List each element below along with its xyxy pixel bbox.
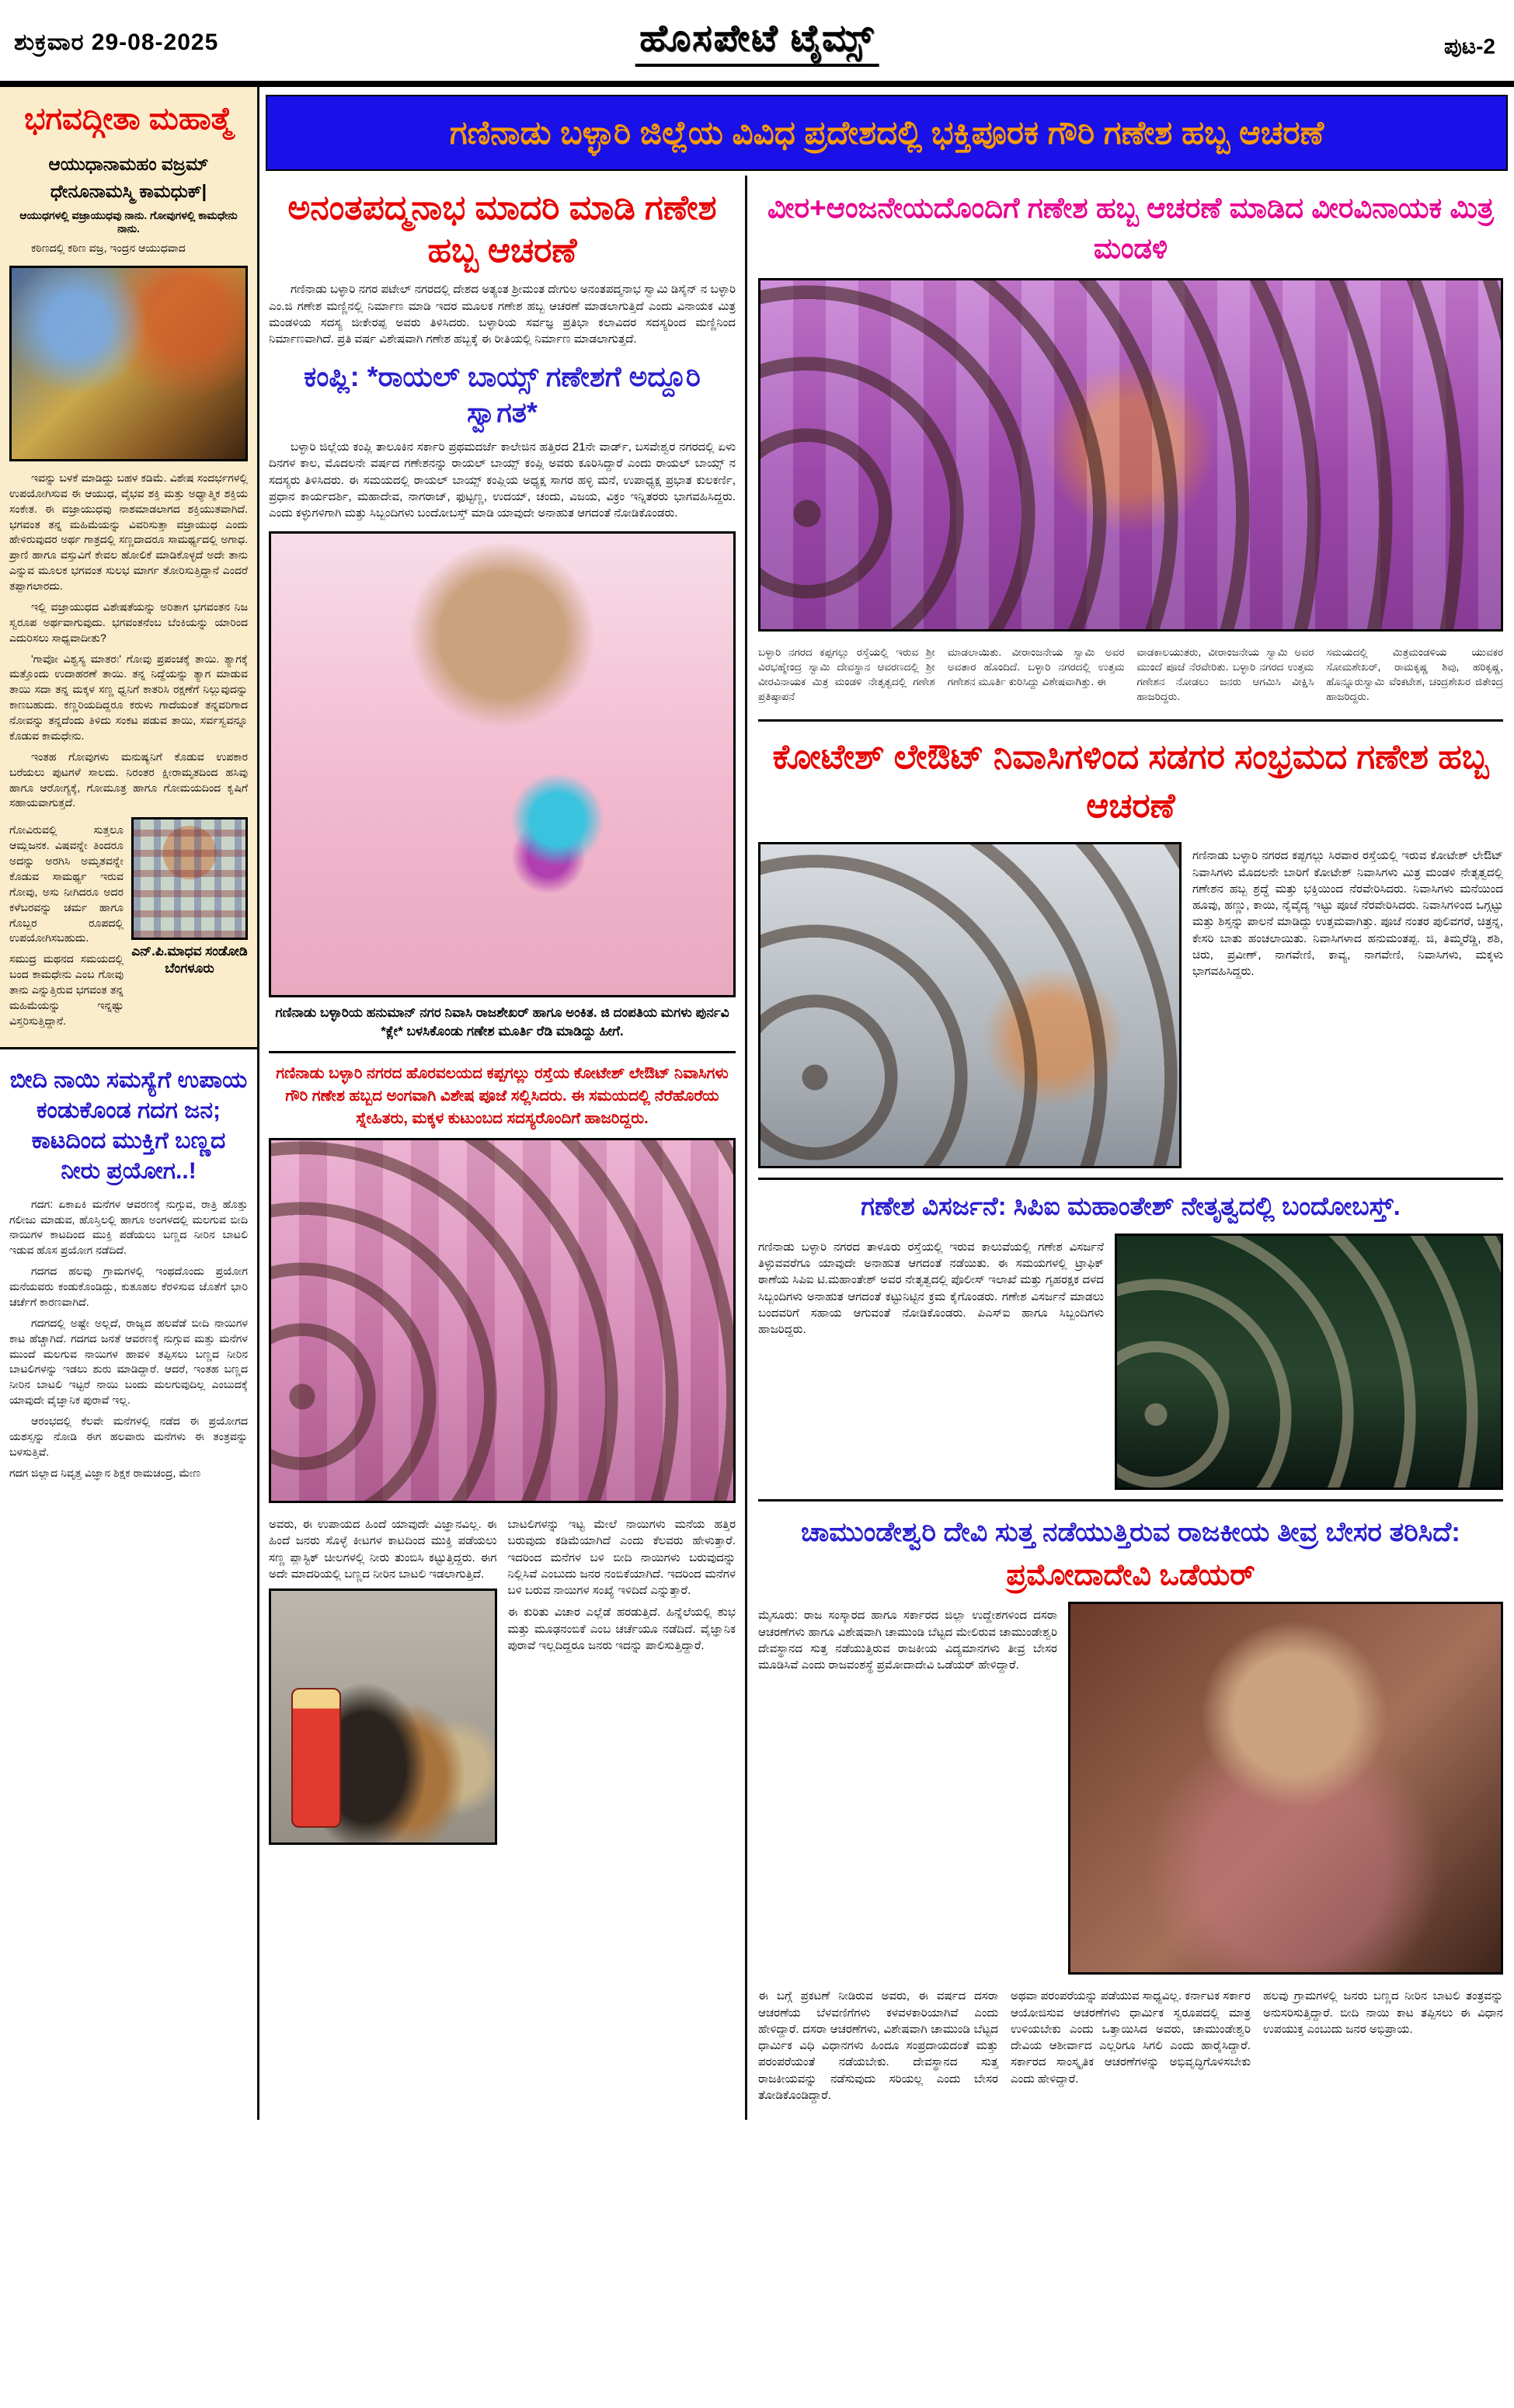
- gita-paragraph: ಇಲ್ಲಿ ವಜ್ರಾಯುಧದ ವಿಶೇಷತೆಯನ್ನು ಅರಿತಾಗ ಭಗವಂತನ ನಿಜ ಸ್ವರೂಪ ಅರ್ಥವಾಗುವುದು. ಭಗವಂತನೆಂಬ ಬೆಂಕಿಯನ್ನು ಯಾರಿಂದ ಎದುರಿಸಲು ಸಾಧ್ಯವಾದೀತು?: [9, 600, 248, 644]
- gadag-paragraph: ಗದಗ: ಏಕಾಏಕಿ ಮನೆಗಳ ಆವರಣಕ್ಕೆ ನುಗ್ಗುವ, ರಾತ್ರಿ ಹೊತ್ತು ಗಲೀಜು ಮಾಡುವ, ಹೊಸ್ತಿಲಲ್ಲಿ ಹಾಗೂ ಅಂಗಳದಲ್ಲಿ ಮಲಗುವ ಬೀದಿ ನಾಯಿಗಳ ಕಾಟದಿಂದ ಮುಕ್ತಿ ಪಡೆಯಲು ಬಣ್ಣದ ನೀರಿನ ಬಾಟಲಿ ಇಡುವ ಹೊಸ ಪ್ರಯೋಗ ನಡೆದಿದೆ.: [9, 1197, 248, 1257]
- street-dogs-photo: [269, 1589, 497, 1845]
- gadag-continued-columns: [269, 1511, 736, 1845]
- gita-paragraph: ಗೋವಿರುವಲ್ಲಿ ಸುತ್ತಲೂ ಆಮ್ಲಜನಕ. ವಿಷವನ್ನೇ ತಿಂದರೂ ಅದನ್ನು ಅರಗಿಸಿ ಅಮೃತವನ್ನೇ ಕೊಡುವ ಸಾಮರ್ಥ್ಯ ಇರುವ ಗೋವು, ಅಸು ನೀಗಿದರೂ ಅದರ ಕಳೆಬರವನ್ನು ಚರ್ಮ ಹಾಗೂ ಗೊಬ್ಬರ ರೂಪದಲ್ಲಿ ಉಪಯೋಗಿಸಬಹುದು.: [9, 823, 124, 945]
- newspaper-header: [0, 0, 1514, 87]
- veera-col-text: ಸಮಯದಲ್ಲಿ ಮಿತ್ರಮಂಡಳಿಯ ಯುವಕರ ಸೋಮಶೇಖರ್, ರಾಮಕೃಷ್ಣ ಶಿವು, ಹರಿಕೃಷ್ಣ, ಹೊನ್ನೂರುಸ್ವಾಮಿ ವೆಂಕಟೇಶ, ಚಂದ್ರಶೇಖರ ಜಿತೇಂದ್ರ ಹಾಜರಿದ್ದರು.: [1326, 645, 1503, 703]
- issue-date: ಶುಕ್ರವಾರ 29-08-2025: [14, 30, 219, 55]
- divider: [269, 1051, 736, 1053]
- kotesh-pooja-photo: [758, 842, 1182, 1168]
- visarjane-headline: ಗಣೇಶ ವಿಸರ್ಜನೆ: ಸಿಪಿಐ ಮಹಾಂತೇಶ್ ನೇತೃತ್ವದಲ್ಲಿ ಬಂದೋಬಸ್ತ್.: [861, 1192, 1401, 1221]
- gadag-headline: ಬೀದಿ ನಾಯಿ ಸಮಸ್ಯೆಗೆ ಉಪಾಯ ಕಂಡುಕೊಂಡ ಗದಗ ಜನ; ಕಾಟದಿಂದ ಮುಕ್ತಿಗೆ ಬಣ್ಣದ ನೀರು ಪ್ರಯೋಗ..!: [9, 1067, 248, 1184]
- kotesh-layout-note: ಗಣಿನಾಡು ಬಳ್ಳಾರಿ ನಗರದ ಹೊರವಲಯದ ಕಪ್ಪಗಲ್ಲು ರಸ್ತೆಯ ಕೋಟೇಶ್ ಲೇಔಟ್ ನಿವಾಸಿಗಳು ಗೌರಿ ಗಣೇಶ ಹಬ್ಬದ ಅಂಗವಾಗಿ ವಿಶೇಷ ಪೂಜೆ ಸಲ್ಲಿಸಿದರು. ಈ ಸಮಯದಲ್ಲಿ ನೆರೆಹೊರೆಯ ಸ್ನೇಹಿತರು, ಮಕ್ಕಳ ಕುಟುಂಬದ ಸದಸ್ಯರೊಂದಿಗೆ ಹಾಜರಿದ್ದರು.: [276, 1064, 729, 1127]
- author-photo: [131, 817, 248, 940]
- page-body: [0, 87, 1514, 2120]
- article-bhagavadgita: [0, 87, 257, 1049]
- gita-headline: ಭಗವದ್ಗೀತಾ ಮಹಾತ್ಮೆ: [24, 102, 233, 136]
- page-number: ಪುಟ-2: [1444, 34, 1495, 58]
- right-column: [747, 176, 1514, 2120]
- bottom-col-text: ಈ ಕುರಿತು ವಿಚಾರ ಎಲ್ಲೆಡೆ ಹರಡುತ್ತಿದೆ. ಹಿನ್ನೆಲೆಯಲ್ಲಿ ಶುಭ ಮತ್ತು ಮೂಢನಂಬಿಕೆ ಎಂಬ ಚರ್ಚೆಯೂ ನಡೆದಿದೆ. ವೈಜ್ಞಾನಿಕ ಪುರಾವೆ ಇಲ್ಲದಿದ್ದರೂ ಜನರು ಇದನ್ನು ಪಾಲಿಸುತ್ತಿದ್ದಾರೆ.: [507, 1606, 736, 1653]
- masthead-title: ಹೊಸಪೇಟೆ ಟೈಮ್ಸ್: [635, 17, 879, 67]
- gita-paragraph: ಇಂತಹ ಗೋವುಗಳು ಮನುಷ್ಯನಿಗೆ ಕೊಡುವ ಉಪಕಾರ ಬರೆಯಲು ಪುಟಗಳೆ ಸಾಲದು. ನಿರಂತರ ಕ್ಷೀರಾಮೃತದಿಂದ ಹಸಿವು ಹಾಗೂ ಆರೋಗ್ಯಕ್ಕೆ, ಗೋಮೂತ್ರ ಹಾಗೂ ಗೋಮಯದಿಂದ ಕೃಷಿಗೆ ಸಹಾಯವಾಗುತ್ತದೆ.: [9, 750, 248, 809]
- bottom-col-text: ಬಾಟಲಿಗಳನ್ನು ಇಟ್ಟ ಮೇಲೆ ನಾಯಿಗಳು ಮನೆಯ ಹತ್ತಿರ ಬರುವುದು ಕಡಿಮೆಯಾಗಿದೆ ಎಂದು ಕೆಲವರು ಹೇಳುತ್ತಾರೆ. ಇದರಿಂದ ಮನೆಗಳ ಬಳಿ ಬೀದಿ ನಾಯಿಗಳು ಬರುವುದನ್ನು ನಿಲ್ಲಿಸಿವೆ ಎಂಬುದು ಜನರ ನಂಬಿಕೆಯಾಗಿದೆ. ಇದರಿಂದ ಮನೆಗಳ ಬಳಿ ಬರುವ ನಾಯಿಗಳ ಸಂಖ್ಯೆ ಇಳಿದಿದೆ ಎನ್ನುತ್ತಾರೆ.: [507, 1517, 736, 1598]
- girl-photo-caption: ಗಣಿನಾಡು ಬಳ್ಳಾರಿಯ ಹನುಮಾನ್ ನಗರ ನಿವಾಸಿ ರಾಜಶೇಖರ್ ಹಾಗೂ ಅಂಕಿತ. ಜಿ ದಂಪತಿಯ ಮಗಳು ಪುರ್ನವಿ *ಕ್ಲೇ* ಬಳಸಿಕೊಂಡು ಗಣೇಶ ಮೂರ್ತಿ ರೆಡಿ ಮಾಡಿದ್ದು ಹೀಗೆ.: [275, 1004, 729, 1039]
- pramodadevi-photo: [1068, 1602, 1503, 1975]
- author-name: ಎನ್.ಪಿ.ಮಾಧವ ಸಂಡೋಡಿ: [131, 944, 248, 959]
- veera-text-columns: [758, 639, 1503, 710]
- kotesh-layout-group-photo: [269, 1138, 736, 1503]
- mysuru-lead: ಮೈಸೂರು: ರಾಜ ಸಂಸ್ಕಾರದ ಹಾಗೂ ಸರ್ಕಾರದ ಜಿಲ್ಲಾ ಉದ್ದೇಶಗಳಿಂದ ದಸರಾ ಆಚರಣೆಗಳು ಹಾಗೂ ವಿಶೇಷವಾಗಿ ಚಾಮುಂಡಿ ಬೆಟ್ಟದ ಮೇಲಿರುವ ಚಾಮುಂಡೇಶ್ವರಿ ದೇವಸ್ಥಾನದ ಸುತ್ತ ನಡೆಯುತ್ತಿರುವ ರಾಜಕೀಯ ವಿದ್ಯಮಾನಗಳು ತೀವ್ರ ಬೇಸರ ಮೂಡಿಸಿವೆ ಎಂದು ರಾಜವಂಶಸ್ಥೆ ಪ್ರಮೋದಾದೇವಿ ಒಡೆಯರ್ ಹೇಳಿದ್ದಾರೆ.: [758, 1609, 1057, 1672]
- red-water-bottle: [291, 1688, 341, 1828]
- veera-col-text: ವಾಡಕಾಲಯುತರು, ವೀರಾಂಜನೇಯ ಸ್ವಾಮಿ ಅವರ ಮುಂದೆ ಪೂಜೆ ನೆರವೇರಿತು. ಬಳ್ಳಾರಿ ನಗರದ ಉತ್ತಮ ಗಣೇಶನ ನೋಡಲು ಜನರು ಆಗಮಿಸಿ ವೀಕ್ಷಿಸಿ ಹಾಜರಿದ್ದರು.: [1136, 645, 1314, 703]
- left-column: [0, 87, 259, 2120]
- middle-column: [259, 176, 747, 2120]
- gita-intro: ಕಠಿಣದಲ್ಲಿ ಕಠಿಣ ವಜ್ರ, ಇಂದ್ರನ ಆಯುಧವಾದ: [31, 242, 186, 254]
- veera-col-text: ಬಳ್ಳಾರಿ ನಗರದ ಕಪ್ಪಗಲ್ಲು ರಸ್ತೆಯಲ್ಲಿ ಇರುವ ಶ್ರೀ ವಿರಭಹ್ಮೇಂದ್ರ ಸ್ವಾಮಿ ದೇವಸ್ಥಾನ ಆವರಣದಲ್ಲಿ ಶ್ರೀ ವೀರವಿನಾಯಕ ಮಿತ್ರ ಮಂಡಳಿ ನೇತೃತ್ವದಲ್ಲಿ ಗಣೇಶ ಪ್ರತಿಷ್ಠಾಪನೆ: [758, 645, 935, 703]
- gadag-paragraph: ಗದಗದ ಹಲವು ಗ್ರಾಮಗಳಲ್ಲಿ ಇಂಥದೊಂದು ಪ್ರಯೋಗ ಮನೆಯವರು ಕಂಡುಕೊಂಡಿದ್ದು, ಕುತೂಹಲ ಕೆರಳಿಸುವ ಜೊತೆಗೆ ಭಾರಿ ಚರ್ಚೆಗೆ ಕಾರಣವಾಗಿದೆ.: [9, 1265, 248, 1308]
- gita-paragraph: 'ಗಾವೋ ವಿಶ್ವಸ್ಯ ಮಾತರಃ' ಗೋವು ಪ್ರಪಂಚಕ್ಕೆ ತಾಯಿ. ತ್ಯಾಗಕ್ಕೆ ಮತ್ತೊಂದು ಉದಾಹರಣೆ ತಾಯಿ. ತನ್ನ ನಿದ್ದೆಯನ್ನು ತ್ಯಾಗ ಮಾಡುವ ತಾಯಿ ಸದಾ ತನ್ನ ಮಕ್ಕಳ ಸಣ್ಣ ಧ್ವನಿಗೆ ಕಾತರಿಸಿ ರಕ್ಷಣೆಗೆ ನಿಲ್ಲುವುದನ್ನು ಕಾಣಬಹುದು. ಕಣ್ಣರಿಯದಿದ್ದರೂ ಕರುಳು ಗಾದೆಯಂತೆ ತನ್ನವರಿಗಾದ ನೋವನ್ನು ತನ್ನದೆಂದು ತಿಳಿದು ಸಂಕಟ ಪಡುವ ತಾಯಿ, ಸರ್ವಸ್ವವನ್ನೂ ಕೊಡುವ ಕಾಮಧೇನು.: [9, 652, 248, 742]
- gadag-paragraph: ಆರಂಭದಲ್ಲಿ ಕೆಲವೇ ಮನೆಗಳಲ್ಲಿ ನಡೆದ ಈ ಪ್ರಯೋಗದ ಯಶಸ್ಸನ್ನು ನೋಡಿ ಈಗ ಹಲವಾರು ಮನೆಗಳು ಈ ತಂತ್ರವನ್ನು ಬಳಸುತ್ತಿವೆ.: [9, 1415, 248, 1458]
- girl-clay-ganesha-photo: [269, 531, 736, 997]
- bottom-col-text: ಅವರು, ಈ ಉಪಾಯದ ಹಿಂದೆ ಯಾವುದೇ ವಿಜ್ಞಾನವಿಲ್ಲ. ಈ ಹಿಂದೆ ಜನರು ಸೊಳ್ಳೆ ಕೀಟಗಳ ಕಾಟದಿಂದ ಮುಕ್ತಿ ಪಡೆಯಲು ಸಣ್ಣ ಪ್ಲಾಸ್ಟಿಕ್ ಚೀಲಗಳಲ್ಲಿ ನೀರು ತುಂಬಿಸಿ ಕಟ್ಟುತ್ತಿದ್ದರು. ಈಗ ಅದೇ ಮಾದರಿಯಲ್ಲಿ ಬಣ್ಣದ ನೀರಿನ ಬಾಟಲಿ ಇಡಲಾಗುತ್ತಿದೆ.: [269, 1517, 497, 1581]
- gadag-lastline: ಗದಗ ಜಿಲ್ಲಾದ ನಿವೃತ್ತ ವಿಜ್ಞಾನ ಶಿಕ್ಷಕ ರಾಮಚಂದ್ರ, ಮೇಣ: [9, 1466, 201, 1479]
- veera-vinayaka-group-photo: [758, 278, 1503, 632]
- gita-shloka-meaning: ಆಯುಧಗಳಲ್ಲಿ ವಜ್ರಾಯುಧವು ನಾನು. ಗೋವುಗಳಲ್ಲಿ ಕಾಮಧೇನು ನಾನು.: [19, 209, 238, 235]
- kampli-body: ಬಳ್ಳಾರಿ ಜಿಲ್ಲೆಯ ಕಂಪ್ಲಿ ತಾಲೂಕಿನ ಸರ್ಕಾರಿ ಪ್ರಥಮದರ್ಜೆ ಕಾಲೇಜಿನ ಹತ್ತಿರದ 21ನೇ ವಾರ್ಡ್, ಬಸವೇಶ್ವರ ನಗರದಲ್ಲಿ ಏಳು ದಿನಗಳ ಕಾಲ, ಮೊದಲನೇ ವರ್ಷದ ಗಣೇಶನನ್ನು ರಾಯಲ್ ಬಾಯ್ಸ್ ಕಂಪ್ಲಿ ಅವರು ಕೂರಿಸಿದ್ದಾರೆ ಎಂದು ರಾಯಲ್ ಬಾಯ್ಸ್ ನ ಸದಸ್ಯರು ತಿಳಿಸಿದರು. ಈ ಸಮಯದಲ್ಲಿ ರಾಯಲ್ ಬಾಯ್ಸ್ ಕಂಪ್ಲಿಯ ಅಧ್ಯಕ್ಷ ಸಾಗರ ಹಳ್ಳಿ ಮನೆ, ಉಪಾಧ್ಯಕ್ಷ ಪ್ರಭಾತ ಕುಲಕರ್ಣಿ, ಪ್ರಧಾನ ಕಾರ್ಯದರ್ಶಿ, ಮಹಾದೇವ, ನಾಗರಾಜ್, ಫುಟ್ಟಣ್ಣ, ಉದಯ್, ಚಂದು, ವಿಜಯ, ವಿಕ್ರಂ ಇನ್ನಿತರರು ಭಾಗವಹಿಸಿದ್ದರು. ಎಂದು ಕಳ್ಳುಗಳಿಗಾಗಿ ಮತ್ತು ಸಿಬ್ಬಂದಿಗಳು ಬಂದೋಬಸ್ತ್ ಮಾಡಿ ಯಾವುದೇ ಅನಾಹುತ ಆಗದಂತೆ ನೋಡಿಕೊಂಡರು.: [269, 440, 736, 520]
- kotesh-article-row: [758, 842, 1503, 1168]
- kotesh-body: ಗಣಿನಾಡು ಬಳ್ಳಾರಿ ನಗರದ ಕಪ್ಪಗಲ್ಲು ಸಿರವಾರ ರಸ್ತೆಯಲ್ಲಿ ಇರುವ ಕೋಟೇಶ್ ಲೇಔಟ್ ನಿವಾಸಿಗಳು ಮೊದಲನೇ ಬಾರಿಗೆ ಕೋಟೇಶ್ ನಿವಾಸಿಗಳು ಮಿತ್ರ ಮಂಡಳಿ ನೇತೃತ್ವದಲ್ಲಿ ಗಣೇಶನ ಹಬ್ಬ ಶ್ರದ್ಧೆ ಮತ್ತು ಭಕ್ತಿಯಿಂದ ನೆರವೇರಿಸಿದರು. ನಿವಾಸಿಗಳು ಮನೆಯಿಂದ ಹೂವು, ಹಣ್ಣು, ಕಾಯಿ, ನೈವೈದ್ಯ ಇಟ್ಟು ಪೂಜೆ ನೆರವೇರಿಸಿದರು. ನಿವಾಸಿಗಳಿಂದ ಒಗ್ಗಟ್ಟು ಮತ್ತು ಶಿಸ್ತನ್ನು ಪಾಲನೆ ಮಾಡಿದ್ದು ಉತ್ತಮವಾಗಿತ್ತು. ಪೂಜೆ ನಂತರ ಪುಲಿವಗರೆ, ಚಿತ್ರನ್ನ, ಕೇಸರಿ ಬಾತು ಹಂಚಲಾಯಿತು. ನಿವಾಸಿಗಳಾದ ಹನುಮಂತಪ್ಪ. ಜಿ, ತಿಮ್ಮರೆಡ್ಡಿ, ಶಶಿ, ಚಿರು, ಪ್ರವೀಣ್, ನಾಗವೇಣಿ, ಕಾವ್ಯ, ನಾಗವೇಣಿ, ನಿವಾಸಿಗಳು, ಮಕ್ಕಳು ಭಾಗವಹಿಸಿದ್ದರು.: [1192, 849, 1503, 979]
- gita-author-row: [9, 817, 248, 1034]
- article-gadag-dogs: [0, 1049, 257, 1499]
- visarjane-body: ಗಣಿನಾಡು ಬಳ್ಳಾರಿ ನಗರದ ತಾಳೂರು ರಸ್ತೆಯಲ್ಲಿ ಇರುವ ಕಾಲುವೆಯಲ್ಲಿ ಗಣೇಶ ವಿಸರ್ಜನೆ ತಿಳ್ಳುವವರೆಗೂ ಯಾವುದೇ ಅನಾಹುತ ಆಗದಂತೆ ನಡೆಯಿತು. ಈ ಸಮಯಗಳಲ್ಲಿ ಟ್ರಾಫಿಕ್ ಠಾಣೆಯ ಸಿಪಿಐ ಟಿ.ಮಹಾಂತೇಶ್ ಅವರ ನೇತೃತ್ವದಲ್ಲಿ ಪೊಲೀಸ್ ಇಲಾಖೆ ಮತ್ತು ಗೃಹರಕ್ಷಕ ದಳದ ಸಿಬ್ಬಂದಿಗಳು ಅನಾಹುತ ಆಗದಂತೆ ಕಟ್ಟುನಿಟ್ಟಿನ ಕ್ರಮ ಕೈಗೊಂಡರು. ಗಣೇಶ ವಿಸರ್ಜನೆ ಮಾಡಲು ಬಂದವರಿಗೆ ಸಹಾಯ ಆಗುವಂತೆ ನೋಡಿಕೊಂಡರು. ಪಿಎಸ್ಐ ಹಾಗೂ ಸಿಬ್ಬಂದಿಗಳು ಹಾಜರಿದ್ದರು.: [758, 1240, 1104, 1337]
- gita-paragraph: ಸಮುದ್ರ ಮಥನದ ಸಮಯದಲ್ಲಿ ಬಂದ ಕಾಮಧೇನು ಎಂಬ ಗೋವು ತಾನು ಎನ್ನುತ್ತಿರುವ ಭಗವಂತ ತನ್ನ ಮಹಿಮೆಯನ್ನು ಇನ್ನಷ್ಟು ವಿಸ್ತರಿಸುತ್ತಿದ್ದಾನೆ.: [9, 952, 124, 1027]
- anantha-body: ಗಣಿನಾಡು ಬಳ್ಳಾರಿ ನಗರ ಪಟೇಲ್ ನಗರದಲ್ಲಿ ದೇಶದ ಅತ್ಯಂತ ಶ್ರೀಮಂತ ದೇಗುಲ ಅನಂತಪದ್ಮನಾಭ ಸ್ವಾಮಿ ಡಿಸೈನ್ ನ ಬಳ್ಳಾರಿ ಎಂ.ಜಿ ಗಣೇಶ ಮಣ್ಣಿನಲ್ಲಿ ನಿರ್ಮಾಣ ಮಾಡಿ ಇದರ ಮೂಲಕ ಗಣೇಶ ಹಬ್ಬ ಆಚರಣೆ ಮಾಡಲಾಗುತ್ತಿದೆ ಎಂದು ವಿನಾಯಕ ಮಿತ್ರ ಮಂಡಳಿಯ ಸದಸ್ಯ ಜೀಕೇರಪ್ಪ ಅವರು ತಿಳಿಸಿದರು. ಬಳ್ಳಾರಿಯ ಸರ್ವಜ್ಞ ಪ್ರತಿಭಾ ಕಲಾವಿದರ ಸದಸ್ಯರಿಂದ ಮಣ್ಣಿನಿಂದ ನಿರ್ಮಾಣವಾಗಿದೆ. ಪ್ರತಿ ವರ್ಷ ವಿಶೇಷವಾಗಿ ಗಣೇಶ ಹಬ್ಬಕ್ಕೆ ಈ ರೀತಿಯಲ್ಲಿ ನಿರ್ಮಾಣ ಮಾಡಲಾಗುತ್ತದೆ.: [269, 283, 736, 346]
- mysuru-text-columns: [758, 1982, 1503, 2109]
- kotesh-headline: ಕೋಟೇಶ್ ಲೇಔಟ್ ನಿವಾಸಿಗಳಿಂದ ಸಡಗರ ಸಂಭ್ರಮದ ಗಣೇಶ ಹಬ್ಬ ಆಚರಣೆ: [772, 737, 1489, 826]
- mysuru-headline-blue: ಚಾಮುಂಡೇಶ್ವರಿ ದೇವಿ ಸುತ್ತ ನಡೆಯುತ್ತಿರುವ ರಾಜಕೀಯ ತೀವ್ರ ಬೇಸರ ತರಿಸಿದೆ:: [801, 1516, 1460, 1547]
- gita-shloka-line1: ಆಯುಧಾನಾಮಹಂ ವಜ್ರಮ್: [48, 154, 209, 174]
- gita-shloka-line2: ಧೇನೂನಾಮಸ್ಮಿ ಕಾಮಧುಕ್|: [50, 180, 207, 201]
- bottom-col-text: ಹಲವು ಗ್ರಾಮಗಳಲ್ಲಿ ಜನರು ಬಣ್ಣದ ನೀರಿನ ಬಾಟಲಿ ತಂತ್ರವನ್ನು ಅನುಸರಿಸುತ್ತಿದ್ದಾರೆ. ಬೀದಿ ನಾಯಿ ಕಾಟ ತಪ್ಪಿಸಲು ಈ ವಿಧಾನ ಉಪಯುಕ್ತ ಎಂಬುದು ಜನರ ಅಭಿಪ್ರಾಯ.: [1263, 1989, 1503, 2036]
- mysuru-col-text: ಈ ಬಗ್ಗೆ ಪ್ರಕಟಣೆ ನೀಡಿರುವ ಅವರು, ಈ ವರ್ಷದ ದಸರಾ ಆಚರಣೆಯ ಬೆಳವಣಿಗೆಗಳು ಕಳವಳಕಾರಿಯಾಗಿವೆ ಎಂದು ಹೇಳಿದ್ದಾರೆ. ದಸರಾ ಆಚರಣೆಗಳು, ವಿಶೇಷವಾಗಿ ಚಾಮುಂಡಿ ಬೆಟ್ಟದ ಧಾರ್ಮಿಕ ವಿಧಿ ವಿಧಾನಗಳು ಹಿಂದೂ ಸಂಪ್ರದಾಯದಂತೆ ಮತ್ತು ಪರಂಪರೆಯಂತೆ ನಡೆಯಬೇಕು. ದೇವಸ್ಥಾನದ ಸುತ್ತ ರಾಜಕೀಯವನ್ನು ನಡೆಸುವುದು ಸರಿಯಲ್ಲ ಎಂದು ಬೇಸರ ತೋಡಿಕೊಂಡಿದ್ದಾರೆ.: [758, 1989, 998, 2103]
- kampli-headline: ಕಂಪ್ಲಿ: *ರಾಯಲ್ ಬಾಯ್ಸ್ ಗಣೇಶಗೆ ಅದ್ದೂರಿ ಸ್ವಾಗತ*: [304, 360, 701, 429]
- divider: [758, 1178, 1503, 1180]
- divider: [758, 1499, 1503, 1502]
- visarjane-article-row: [758, 1234, 1503, 1490]
- mysuru-col-text: ಅಥವಾ ಪರಂಪರೆಯನ್ನು ಪಡೆಯುವ ಸಾಧ್ಯವಿಲ್ಲ. ಕರ್ನಾಟಕ ಸರ್ಕಾರ ಆಯೋಜಿಸುವ ಆಚರಣೆಗಳು ಧಾರ್ಮಿಕ ಸ್ವರೂಪದಲ್ಲಿ ಮಾತ್ರ ಉಳಿಯಬೇಕು ಎಂದು ಒತ್ತಾಯಿಸಿದ ಅವರು, ಚಾಮುಂಡೇಶ್ವರಿ ದೇವಿಯ ಆಶೀರ್ವಾದ ಎಲ್ಲರಿಗೂ ಸಿಗಲಿ ಎಂದು ಹಾರೈಸಿದ್ದಾರೆ. ಸರ್ಕಾರದ ಸಾಂಸ್ಕೃತಿಕ ಆಚರಣೆಗಳನ್ನು ಅಭಿವೃದ್ಧಿಗೊಳಿಸಬೇಕು ಎಂದು ಹೇಳಿದ್ದಾರೆ.: [1011, 1989, 1251, 2086]
- krishna-arjuna-photo: [9, 266, 248, 461]
- mysuru-headline-red: ಪ್ರಮೋದಾದೇವಿ ಒಡೆಯರ್: [1006, 1559, 1255, 1592]
- top-banner-headline: ಗಣಿನಾಡು ಬಳ್ಳಾರಿ ಜಿಲ್ಲೆಯ ವಿವಿಧ ಪ್ರದೇಶದಲ್ಲಿ ಭಕ್ತಿಪೂರಕ ಗೌರಿ ಗಣೇಶ ಹಬ್ಬ ಆಚರಣೆ: [266, 95, 1508, 171]
- veera-headline: ವೀರ+ಆಂಜನೇಯದೊಂದಿಗೆ ಗಣೇಶ ಹಬ್ಬ ಆಚರಣೆ ಮಾಡಿದ ವೀರವಿನಾಯಕ ಮಿತ್ರ ಮಂಡಳಿ: [767, 192, 1495, 265]
- mysuru-article-row: [758, 1602, 1503, 1975]
- right-region: [259, 87, 1514, 2120]
- police-bandobast-photo: [1115, 1234, 1503, 1490]
- divider: [758, 719, 1503, 722]
- gita-paragraph: ಇವನ್ನು ಬಳಕೆ ಮಾಡಿದ್ದು ಬಹಳ ಕಡಿಮೆ. ವಿಶೇಷ ಸಂದರ್ಭಗಳಲ್ಲಿ ಉಪಯೋಗಿಸುವ ಈ ಆಯುಧ, ವೈಭವ ಶಕ್ತಿ ಮತ್ತು ಅಧ್ಯಾತ್ಮಿಕ ಶಕ್ತಿಯ ಸಂಕೇತ. ಈ ವಜ್ರಾಯುಧವು ನಾಶಮಾಡಲಾಗದ ಶಕ್ತಿಯುತವಾಗಿದೆ. ಭಗವಂತ ತನ್ನ ಮಹಿಮೆಯನ್ನು ವಿವರಿಸುತ್ತಾ ವಜ್ರಾಯುಧ ಎಂದು ಹೇಳಿರುವುದರ ಅರ್ಥ ಗಾತ್ರದಲ್ಲಿ ಸಣ್ಣದಾದರೂ ಸಾಮರ್ಥ್ಯದಲ್ಲಿ ಅಗಾಧ. ಪ್ರಾಣಿ ಹಾಗೂ ವಸ್ತುವಿಗೆ ಕೇವಲ ಹೋಲಿಕೆ ಮಾಡಿಕೊಳ್ಳದೆ ಅದೇ ತಾನು ಎನ್ನುವ ಮೂಲಕ ಭಗವಂತ ಸುಲಭ ಮಾರ್ಗ ತೋರಿಸುತ್ತಿದ್ದಾನೆ ಎಂದರೆ ತಪ್ಪಾಗಲಾರದು.: [9, 471, 248, 592]
- anantha-headline: ಅನಂತಪದ್ಮನಾಭ ಮಾದರಿ ಮಾಡಿ ಗಣೇಶ ಹಬ್ಬ ಆಚರಣೆ: [287, 189, 717, 270]
- gadag-paragraph: ಗದಗದಲ್ಲಿ ಅಷ್ಟೇ ಅಲ್ಲದೆ, ರಾಜ್ಯದ ಹಲವೆಡೆ ಬೀದಿ ನಾಯಿಗಳ ಕಾಟ ಹೆಚ್ಚಾಗಿದೆ. ಗದಗದ ಜನತೆ ಆವರಣಕ್ಕೆ ನುಗ್ಗುವ ಮತ್ತು ಮನೆಗಳ ಮುಂದೆ ಮಲಗುವ ನಾಯಿಗಳ ಹಾವಳಿ ತಪ್ಪಿಸಲು ಬಣ್ಣದ ನೀರಿನ ಬಾಟಲಿಗಳನ್ನು ಇಡಲು ಶುರು ಮಾಡಿದ್ದಾರೆ. ಆದರೆ, ಇಂತಹ ಬಣ್ಣದ ನೀರಿನ ಬಾಟಲಿ ಇಟ್ಟರೆ ನಾಯಿ ಬಂದು ಮಲಗುವುದಿಲ್ಲ ಎಂಬುದಕ್ಕೆ ಯಾವುದೇ ವೈಜ್ಞಾನಿಕ ಪುರಾವೆ ಇಲ್ಲ.: [9, 1316, 248, 1407]
- author-place: ಬೆಂಗಳೂರು: [165, 961, 214, 976]
- veera-col-text: ಮಾಡಲಾಯಿತು. ವೀರಾಂಜನೇಯ ಸ್ವಾಮಿ ಅವರ ಅವತಾರ ಹೊಂದಿದೆ. ಬಳ್ಳಾರಿ ನಗರದಲ್ಲಿ ಉತ್ತಮ ಗಣೇಶನ ಮೂರ್ತಿ ಕುರಿಸಿದ್ದು ವಿಶೇಷವಾಗಿತ್ತು. ಈ: [947, 645, 1125, 688]
- author-block: [131, 817, 248, 1034]
